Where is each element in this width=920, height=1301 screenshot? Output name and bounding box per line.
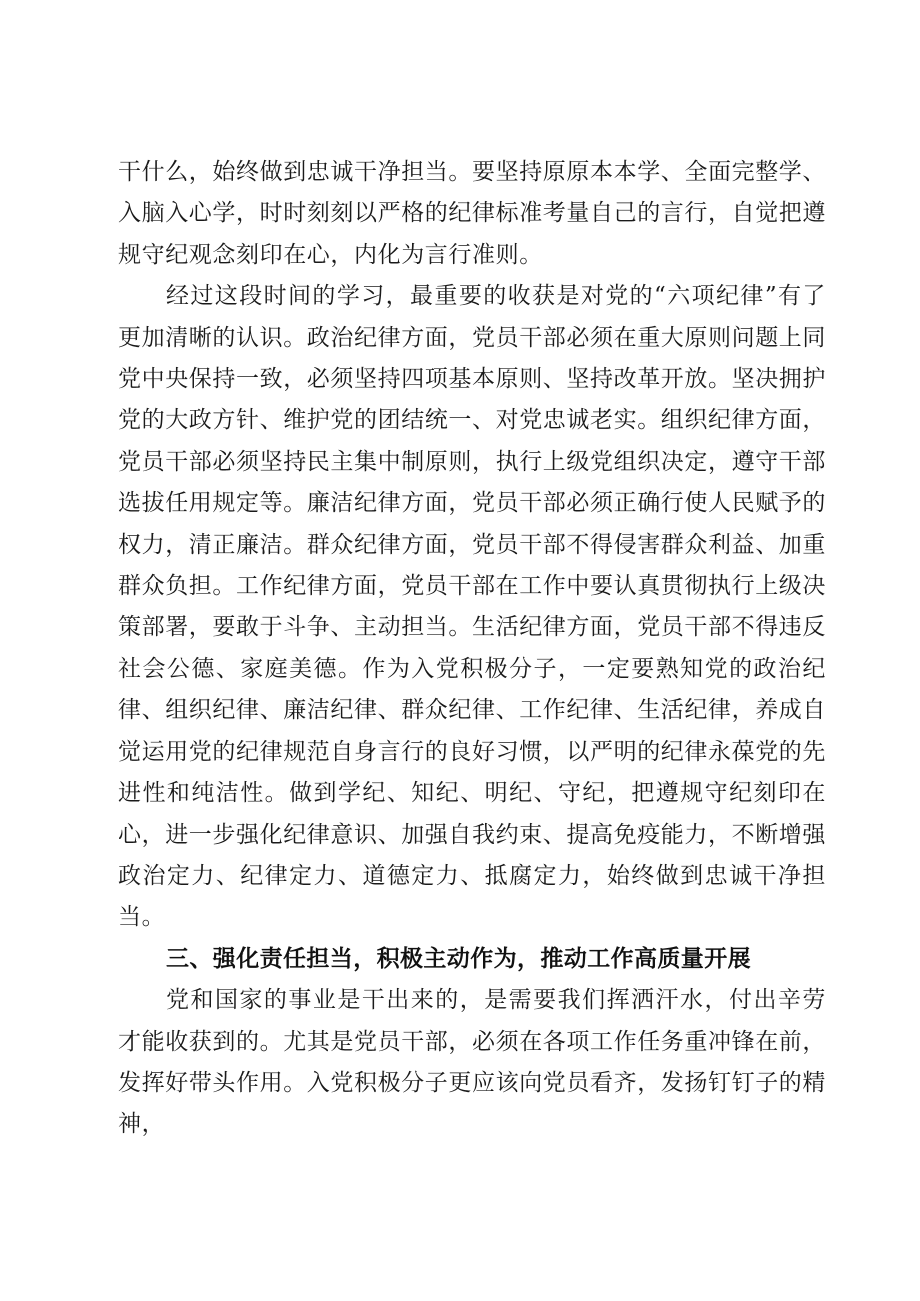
document-body [118,152,826,1146]
paragraph-continued: 干什么，始终做到忠诚干净担当。要坚持原原本本学、全面完整学、入脑入心学，时时刻刻以严格的纪律标准考量自己的言行，自觉把遵规守纪观念刻印在心，内化为言行准则。 [118,159,826,268]
paragraph-six-disciplines: 经过这段时间的学习，最重要的收获是对党的“六项纪律”有了更加清晰的认识。政治纪律方面，党员干部必须在重大原则问题上同党中央保持一致，必须坚持四项基本原则、坚持改革开放。坚决拥护党的大政方针、维护党的团结统一、对党忠诚老实。组织纪律方面，党员干部必须坚持民主集中制原则，执行上级党组织决定，遵守干部选拔任用规定等。廉洁纪律方面，党员干部必须正确行使人民赋予的权力，清正廉洁。群众纪律方面，党员干部不得侵害群众利益、加重群众负担。工作纪律方面，党员干部在工作中要认真贯彻执行上级决策部署，要敢于斗争、主动担当。生活纪律方面，党员干部不得违反社会公德、家庭美德。作为入党积极分子，一定要熟知党的政治纪律、组织纪律、廉洁纪律、群众纪律、工作纪律、生活纪律，养成自觉运用党的纪律规范自身言行的良好习惯，以严明的纪律永葆党的先进性和纯洁性。做到学纪、知纪、明纪、守纪，把遵规守纪刻印在心，进一步强化纪律意识、加强自我约束、提高免疫能力，不断增强政治定力、纪律定力、道德定力、抵腐定力，始终做到忠诚干净担当。 [118,283,826,931]
paragraph-section-three: 党和国家的事业是干出来的，是需要我们挥洒汗水，付出辛劳才能收获到的。尤其是党员干部，必须在各项工作任务重冲锋在前，发挥好带头作用。入党积极分子更应该向党员看齐，发扬钉钉子的精神， [118,987,826,1138]
section-heading: 三、强化责任担当，积极主动作为，推动工作高质量开展 [166,945,751,972]
